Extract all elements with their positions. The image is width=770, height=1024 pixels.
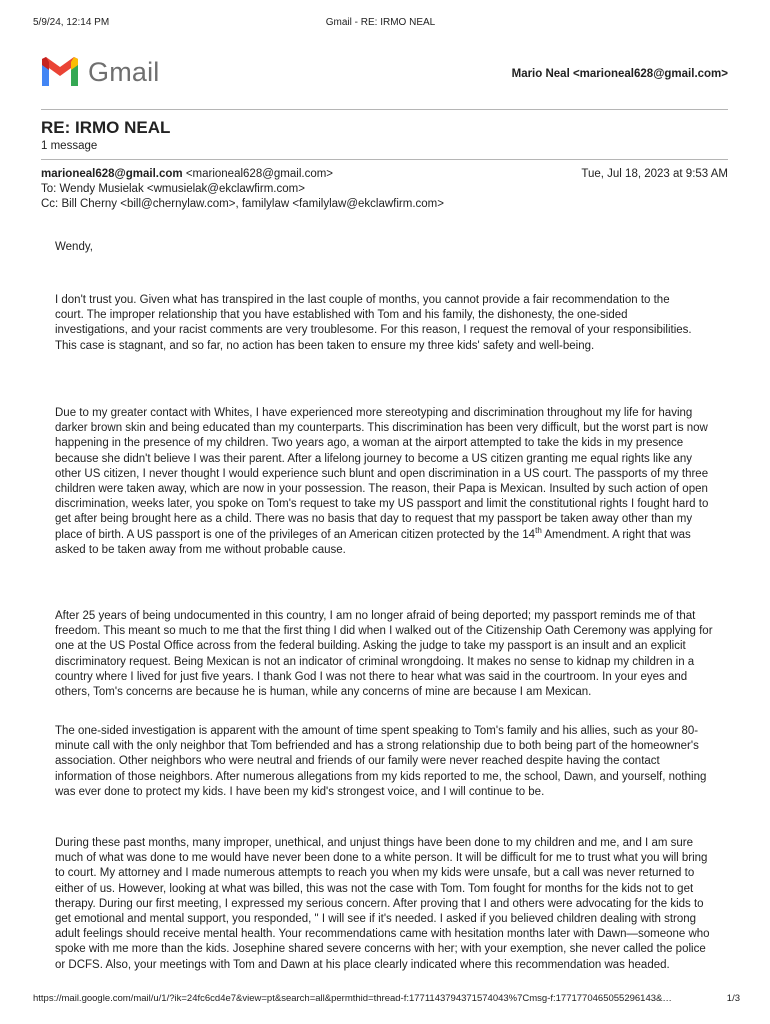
gmail-logo <box>40 54 160 90</box>
ordinal-suffix: th <box>535 525 542 535</box>
header-divider <box>41 109 728 110</box>
sender-name: marioneal628@gmail.com <box>41 168 183 180</box>
recipient-line: To: Wendy Musielak <wmusielak@ekclawfirm.com> <box>41 183 305 195</box>
print-url: https://mail.google.com/mail/u/1/?ik=24fc6cd4e7&view=pt&search=all&permthid=thread-f:1771143794371574043%7Cmsg-f:1771770465055296143&… <box>33 993 672 1004</box>
body-paragraph: The one-sided investigation is apparent with the amount of time spent speaking to Tom's family and his allies, such as your 80-minute call with the only neighbor that Tom befriended and has a strong relationship due to both being part of the homeowner's association. Other neighbors who were neutral and friends of our family were never reached despite having the contact information of those neighbors. After numerous allegations from my kids reported to me, the school, Dawn, and yourself, nothing was ever done to protect my kids. I have been my kid's strongest voice, and I will continue to be. <box>55 725 707 798</box>
body-paragraph <box>55 406 715 558</box>
greeting: Wendy, <box>55 241 93 253</box>
paragraph-text: Amendment. A right that was asked to be taken away from me without probable cause. <box>55 528 691 556</box>
account-identity: Mario Neal <marioneal628@gmail.com> <box>511 68 728 80</box>
print-header <box>33 17 728 31</box>
body-paragraph: During these past months, many improper, unethical, and unjust things have been done to my children and me, and I am sure much of what was done to me would have never been done to a white person. It will be difficult for me to trust what you will bring to court. My attorney and I made numerous attempts to reach you when my kids were unsafe, but a call was never returned to either of us. However, looking at what was billed, this was not the case with Tom. Tom fought for months for the kids not to get therapy. During our first meeting, I expressed my serious concern. After proving that I and others were advocating for the kids to get emotional and mental support, you responded, " I will see if it's needed. I asked if you believed children dealing with strong adult feelings should receive mental health. Your recommendations came with hesitation months later with Dawn—someone who spoke with me more than the kids. Josephine shared severe concerns with her; with your exemption, she never called the police or DCFS. Also, your meetings with Tom and Dawn at his place clearly indicated where this recommendation was headed. <box>55 837 710 971</box>
subject-divider <box>41 159 728 160</box>
sent-date: Tue, Jul 18, 2023 at 9:53 AM <box>581 168 728 180</box>
print-datetime: 5/9/24, 12:14 PM <box>33 17 110 28</box>
paragraph-text: Due to my greater contact with Whites, I have experienced more stereotyping and discrimination throughout my life for having darker brown skin and being educated than my counterparts. This discrimination has been very difficult, but the worst part is now happening in the presence of my children. Two years ago, a woman at the airport attempted to take the kids in my presence because she didn't believe I was their parent. After a lifelong journey to become a US citizen granting me equal rights like any other US citizen, I never thought I would experience such blunt and open discrimination in a US court. The passports of my three children were taken away, which are now in your possession. The reason, their Papa is Mexican. Insulted by such action of open discrimination, weeks later, you spoke on Tom's request to take my US passport and limit the constitutional rights I fought hard to get after being brought here as a child. There was no basis that day to request that my passport be taken away other than my place of birth. A US passport is one of the privileges of an American citizen protected by the 14 <box>55 407 709 541</box>
body-paragraph: I don't trust you. Given what has transpired in the last couple of months, you cannot provide a fair recommendation to the court. The improper relationship that you have established with Tom and his family, the dishonesty, the one-sided investigations, and your racist comments are very troublesome. For this reason, I request the removal of your responsibilities. This case is stagnant, and so far, no action has been taken to ensure my three kids' safety and well-being. <box>55 294 692 352</box>
print-footer <box>33 993 740 1007</box>
gmail-m-icon <box>40 57 80 87</box>
sender-address: <marioneal628@gmail.com> <box>185 168 334 180</box>
thread-subject: RE: IRMO NEAL <box>41 118 171 137</box>
message-header <box>41 167 728 212</box>
gmail-wordmark: Gmail <box>88 56 160 87</box>
cc-line: Cc: Bill Cherny <bill@chernylaw.com>, familylaw <familylaw@ekclawfirm.com> <box>41 198 444 210</box>
message-count: 1 message <box>41 140 98 152</box>
body-paragraph: After 25 years of being undocumented in this country, I am no longer afraid of being deported; my passport reminds me of that freedom. This meant so much to me that the first thing I did when I walked out of the Citizenship Oath Ceremony was applying for one at the US Postal Office across from the federal building. Asking the judge to take my passport is an insult and an explicit discriminatory request. Being Mexican is not an indicator of criminal wrongdoing. It makes no sense to kidnap my children in a country where I lived for just five years. I thank God I was not there to hear what was said in the courtroom. In your eyes and others, Tom's concerns are because he is human, while any concerns of mine are because I am Mexican. <box>55 610 713 699</box>
print-title: Gmail - RE: IRMO NEAL <box>325 17 436 28</box>
page-number: 1/3 <box>726 993 740 1004</box>
